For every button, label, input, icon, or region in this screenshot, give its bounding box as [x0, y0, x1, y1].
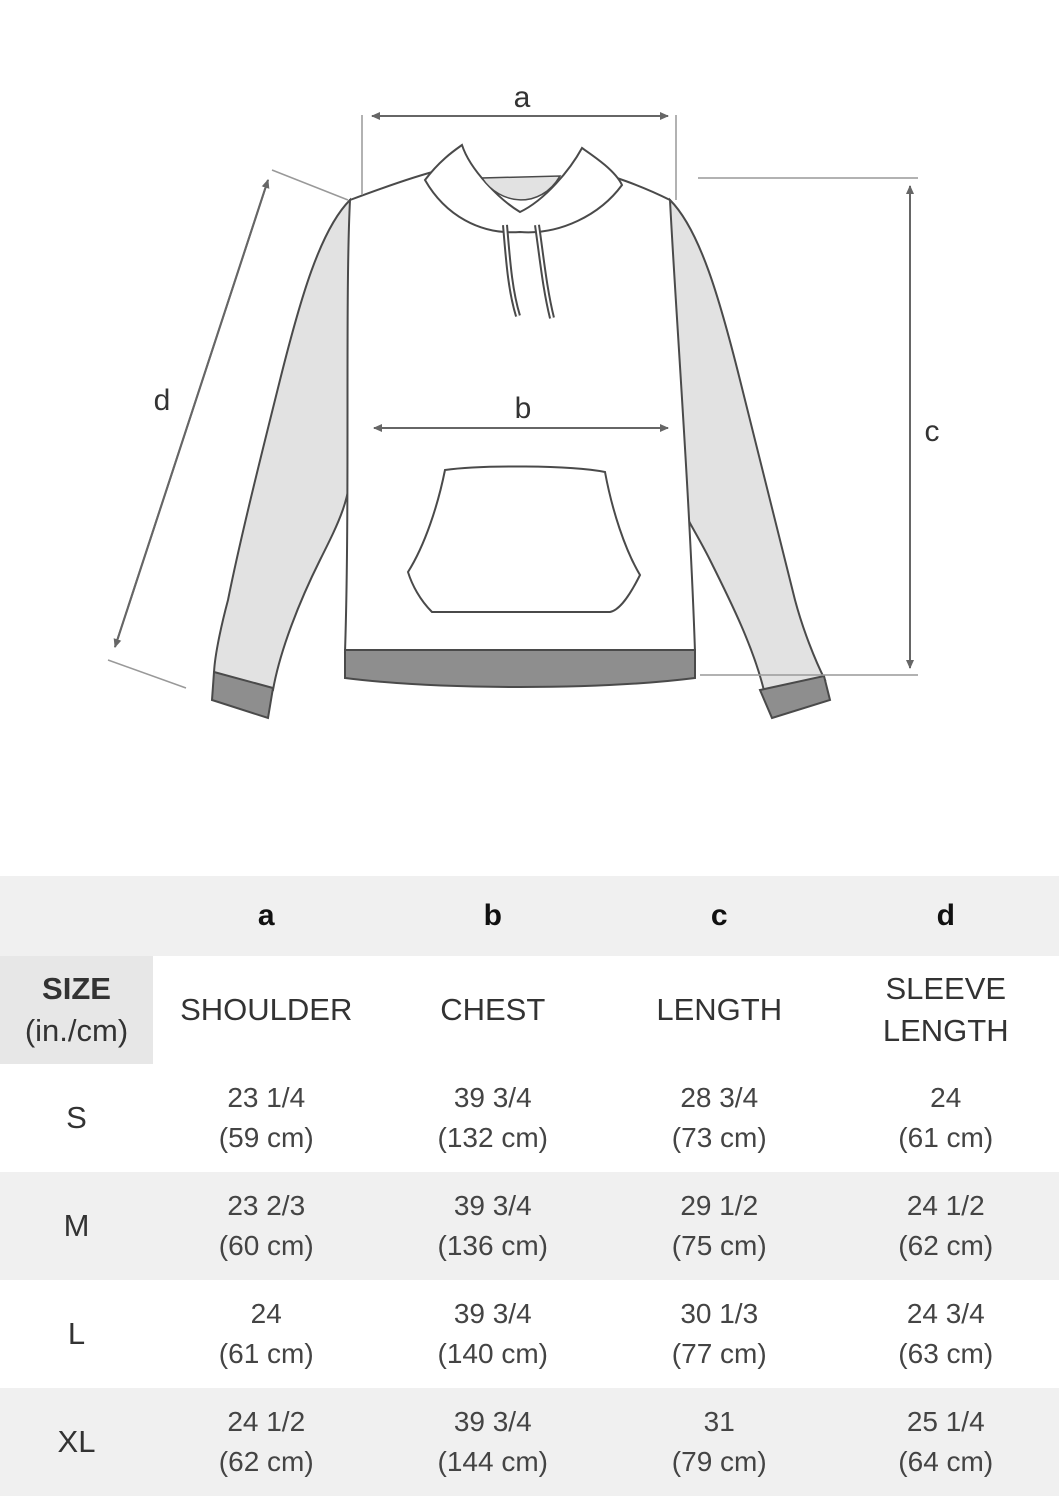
header-sleeve-length: SLEEVE LENGTH: [833, 956, 1059, 1064]
cm-value: (77 cm): [671, 1338, 767, 1369]
cm-value: (60 cm): [218, 1230, 314, 1261]
inch-value: 29 1/2: [680, 1190, 759, 1221]
inch-value: 24: [930, 1082, 962, 1113]
size-chart-table: [0, 876, 1059, 1496]
inch-value: 24 3/4: [906, 1298, 985, 1329]
hem-rib: [345, 650, 695, 687]
inch-value: 24: [250, 1298, 282, 1329]
measurement-cell: [380, 1172, 607, 1280]
cm-value: (140 cm): [437, 1338, 548, 1369]
cm-value: (62 cm): [218, 1446, 314, 1477]
inch-value: 23 1/4: [227, 1082, 306, 1113]
dimension-letter-row: [0, 876, 1059, 956]
size-label: L: [0, 1280, 153, 1388]
header-length: LENGTH: [606, 956, 833, 1064]
size-label: XL: [0, 1388, 153, 1496]
size-header-cell: [0, 956, 153, 1064]
size-label: M: [0, 1172, 153, 1280]
inch-value: 39 3/4: [453, 1082, 532, 1113]
header-chest: CHEST: [380, 956, 607, 1064]
cm-value: (73 cm): [671, 1122, 767, 1153]
measurement-cell: [380, 1388, 607, 1496]
table-row: [0, 1064, 1059, 1172]
letter-cell: d: [833, 876, 1059, 956]
inch-value: 39 3/4: [453, 1298, 532, 1329]
inch-value: 28 3/4: [680, 1082, 759, 1113]
measurement-cell: [833, 1280, 1059, 1388]
measurement-cell: [153, 1064, 380, 1172]
cm-value: (61 cm): [218, 1338, 314, 1369]
measurement-cell: [606, 1064, 833, 1172]
cm-value: (136 cm): [437, 1230, 548, 1261]
table-row: [0, 1172, 1059, 1280]
cm-value: (62 cm): [898, 1230, 994, 1261]
cm-value: (61 cm): [898, 1122, 994, 1153]
left-sleeve: [214, 200, 352, 690]
inch-value: 24 1/2: [906, 1190, 985, 1221]
letter-cell: [0, 876, 153, 956]
measurement-cell: [380, 1064, 607, 1172]
measurement-cell: [833, 1388, 1059, 1496]
measurement-cell: [606, 1388, 833, 1496]
dimension-a-label: a: [513, 81, 531, 114]
measurement-header-row: [0, 956, 1059, 1064]
header-shoulder: SHOULDER: [153, 956, 380, 1064]
letter-cell: c: [606, 876, 833, 956]
cm-value: (144 cm): [437, 1446, 548, 1477]
inch-value: 31: [703, 1406, 735, 1437]
letter-cell: a: [153, 876, 380, 956]
cm-value: (64 cm): [898, 1446, 994, 1477]
measurement-cell: [833, 1064, 1059, 1172]
measurement-cell: [606, 1280, 833, 1388]
dimension-d-label: d: [153, 384, 171, 417]
measurement-cell: [833, 1172, 1059, 1280]
size-header-unit: (in./cm): [24, 1013, 129, 1048]
inch-value: 39 3/4: [453, 1406, 532, 1437]
cm-value: (132 cm): [437, 1122, 548, 1153]
inch-value: 25 1/4: [906, 1406, 985, 1437]
inch-value: 30 1/3: [680, 1298, 759, 1329]
size-label: S: [0, 1064, 153, 1172]
measurement-cell: [153, 1172, 380, 1280]
measurement-cell: [153, 1280, 380, 1388]
measurement-cell: [153, 1388, 380, 1496]
cm-value: (79 cm): [671, 1446, 767, 1477]
measurement-cell: [606, 1172, 833, 1280]
table-row: [0, 1388, 1059, 1496]
measurement-cell: [380, 1280, 607, 1388]
cm-value: (75 cm): [671, 1230, 767, 1261]
dimension-c-label: c: [924, 415, 940, 448]
size-header-title: SIZE: [42, 971, 111, 1006]
dimension-b-label: b: [514, 392, 532, 425]
cm-value: (59 cm): [218, 1122, 314, 1153]
letter-cell: b: [380, 876, 607, 956]
inch-value: 39 3/4: [453, 1190, 532, 1221]
table-row: [0, 1280, 1059, 1388]
kangaroo-pocket: [408, 466, 640, 612]
inch-value: 23 2/3: [227, 1190, 306, 1221]
cm-value: (63 cm): [898, 1338, 994, 1369]
inch-value: 24 1/2: [227, 1406, 306, 1437]
